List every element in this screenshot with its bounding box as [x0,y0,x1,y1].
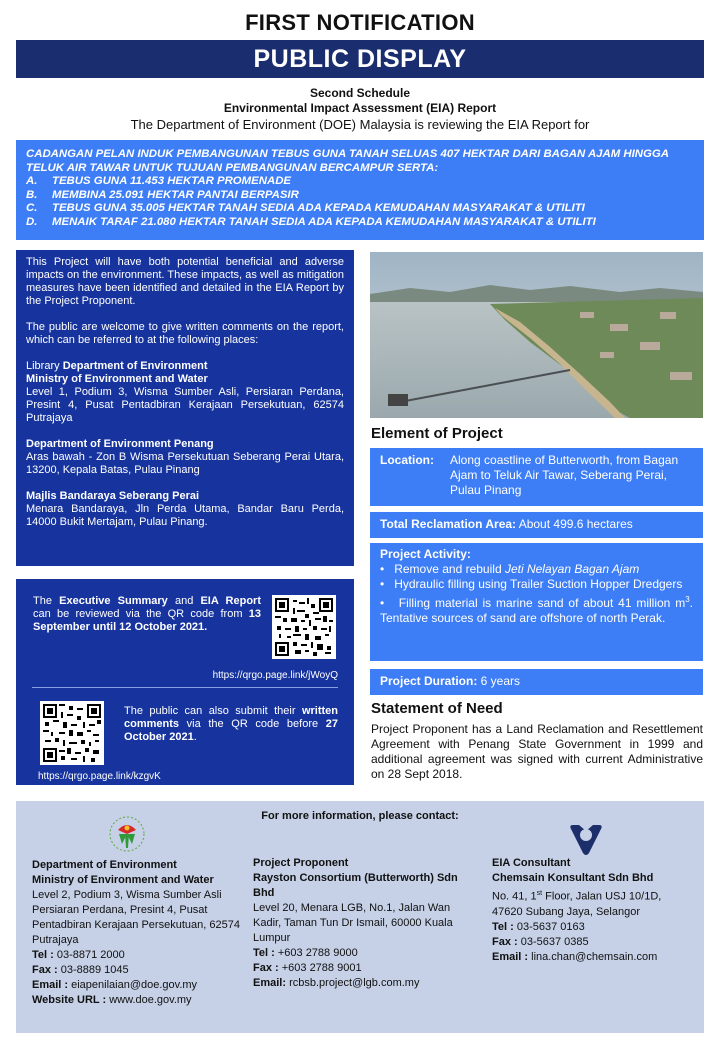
comment-locations-box [16,250,354,566]
consultant-fax: 03-5637 0385 [520,935,589,948]
coastline-aerial-photo [370,252,703,418]
project-intro: CADANGAN PELAN INDUK PEMBANGUNAN TEBUS GUNA TANAH SELUAS 407 HEKTAR DARI BAGAN AJAM HINGGA TELUK AIR TAWAR UNTUK TUJUAN PEMBANGUNAN BERCAMPUR SERTA: [26,148,669,174]
project-title-box [16,140,704,240]
public-display-banner: PUBLIC DISPLAY [16,40,704,78]
activity-item: • Hydraulic filling using Trailer Suction Hopper Dredgers [380,577,683,591]
doe-email-link[interactable]: eiapenilaian@doe.gov.my [71,979,198,991]
contact-consultant: EIA Consultant Chemsain Konsultant Sdn Bhd No. 41, 1st Floor, Jalan USJ 10/1D, 47620 Subang Jaya, Selangor Tel : 03-5637 0163 Fax : 03-5637 0385 Email : lina.chan@chemsain.com [492,857,662,963]
activity-item: • Filling material is marine sand of about 41 million $m^3$. Tentative sources of sand are offshore of north Perak. [380,595,693,625]
duration-value: 6 years [477,674,521,688]
project-item: B. MEMBINA 25.091 HEKTAR PANTAI BERPASIR [26,188,299,201]
doe-fax: 03-8889 1045 [60,964,129,976]
duration-label: Project Duration: [380,674,478,688]
project-activity-box [370,543,703,661]
location-label: Location: [380,453,434,467]
contact-heading: For more information, please contact: [261,810,459,822]
qr-divider [32,687,338,688]
location-doe-library: Library Department of Environment Ministry of Environment and Water Level 1, Podium 3, Wisma Sumber Asli, Persiaran Perdana, Presint 4, Pusat Pentadbiran Kerajaan Persekutuan, 62574 Putrajaya [26,360,344,424]
contact-doe: Department of Environment Ministry of Environment and Water Level 2, Podium 3, Wisma Sumber Asli Persiaran Perdana, Presint 4, Pusat Pentadbiran Kerajaan Persekutuan, 62574 Putrajaya Tel : 03-8871 2000 Fax : 03-8889 1045 Email : eiapenilaian@doe.gov.my Website URL : www.doe.gov.my [32,859,240,1006]
report-qr-text: The Executive Summary and EIA Report can be reviewed via the QR code from 13 September until 12 October 2021. [33,595,262,633]
project-item: D. MENAIK TARAF 21.080 HEKTAR TANAH SEDIA ADA KEPADA KEMUDAHAN MASYARAKAT & UTILITI [26,215,596,228]
element-of-project-heading: Element of Project [371,425,503,442]
schedule-label: Second Schedule [309,86,411,100]
consultant-phone[interactable]: 03-5637 0163 [516,920,585,933]
page-title: FIRST NOTIFICATION [245,10,475,35]
impact-paragraph: This Project will have both potential beneficial and adverse impacts on the environment. These impacts, as well as mitigation measures have been identified and detailed in the EIA Report by the Project Proponent. [26,256,344,307]
report-qr-url[interactable]: https://qrgo.page.link/jWoyQ [212,670,338,681]
statement-of-need-heading: Statement of Need [371,700,503,717]
consultant-email-link[interactable]: lina.chan@chemsain.com [531,950,658,963]
proponent-phone[interactable]: +603 2788 9000 [277,947,358,959]
proponent-fax: +603 2788 9001 [281,962,362,974]
activity-item: • Remove and rebuild Jeti Nelayan Bagan Ajam [380,562,640,576]
area-value: About 499.6 hectares [516,517,633,531]
comments-qr-code[interactable] [40,701,104,765]
area-label: Total Reclamation Area: [380,517,517,531]
activity-title: Project Activity: [380,547,471,561]
contact-proponent: Project Proponent Rayston Consortium (Butterworth) Sdn Bhd Level 20, Menara LGB, No.1, Jalan Wan Kadir, Taman Tun Dr Ismail, 60000 Kuala Lumpur Tel : +603 2788 9000 Fax : +603 2788 9001 Email: rcbsb.project@lgb.com.my [253,857,458,989]
location-mbsp: Majlis Bandaraya Seberang Perai Menara Bandaraya, Jln Perda Utama, Bandar Baru Perda, 14000 Bukit Mertajam, Pulau Pinang. [26,490,344,528]
public-comments-paragraph: The public are welcome to give written comments on the report, which can be referred to at the following places: [26,321,344,346]
project-item: C. TEBUS GUNA 35.005 HEKTAR TANAH SEDIA ADA KEPADA KEMUDAHAN MASYARAKAT & UTILITI [26,202,585,214]
location-box [370,448,703,506]
qr-code-box [16,579,354,785]
location-value: Along coastline of Butterworth, from Bagan Ajam to Teluk Air Tawar, Seberang Perai, Pulau Pinang [450,453,679,497]
project-duration-box [370,669,703,695]
reclamation-area-box [370,512,703,538]
comments-qr-url[interactable]: https://qrgo.page.link/kzgvK [38,771,161,782]
location-doe-penang: Department of Environment Penang Aras bawah - Zon B Wisma Persekutuan Seberang Perai Utara, 13200, Kepala Batas, Pulau Pinang [26,438,344,476]
comments-qr-text: The public can also submit their written comments via the QR code before 27 October 2021. [124,705,338,743]
contact-panel [16,801,704,1033]
doe-phone[interactable]: 03-8871 2000 [56,949,125,961]
chemsain-logo-icon [567,821,605,857]
review-line: The Department of Environment (DOE) Malaysia is reviewing the EIA Report for [130,117,590,132]
doe-logo-icon [104,814,150,854]
statement-of-need-text: Project Proponent has a Land Reclamation and Resettlement Agreement with Penang State Government in 1999 and additional agreement was signed with current Administrative on 28 Sept 2018. [371,722,703,781]
report-type: Environmental Impact Assessment (EIA) Report [223,101,497,115]
doe-website-link[interactable]: www.doe.gov.my [109,994,192,1006]
proponent-email-link[interactable]: rcbsb.project@lgb.com.my [289,977,420,989]
report-qr-code[interactable] [272,595,336,659]
project-item: A. TEBUS GUNA 11.453 HEKTAR PROMENADE [26,175,292,187]
